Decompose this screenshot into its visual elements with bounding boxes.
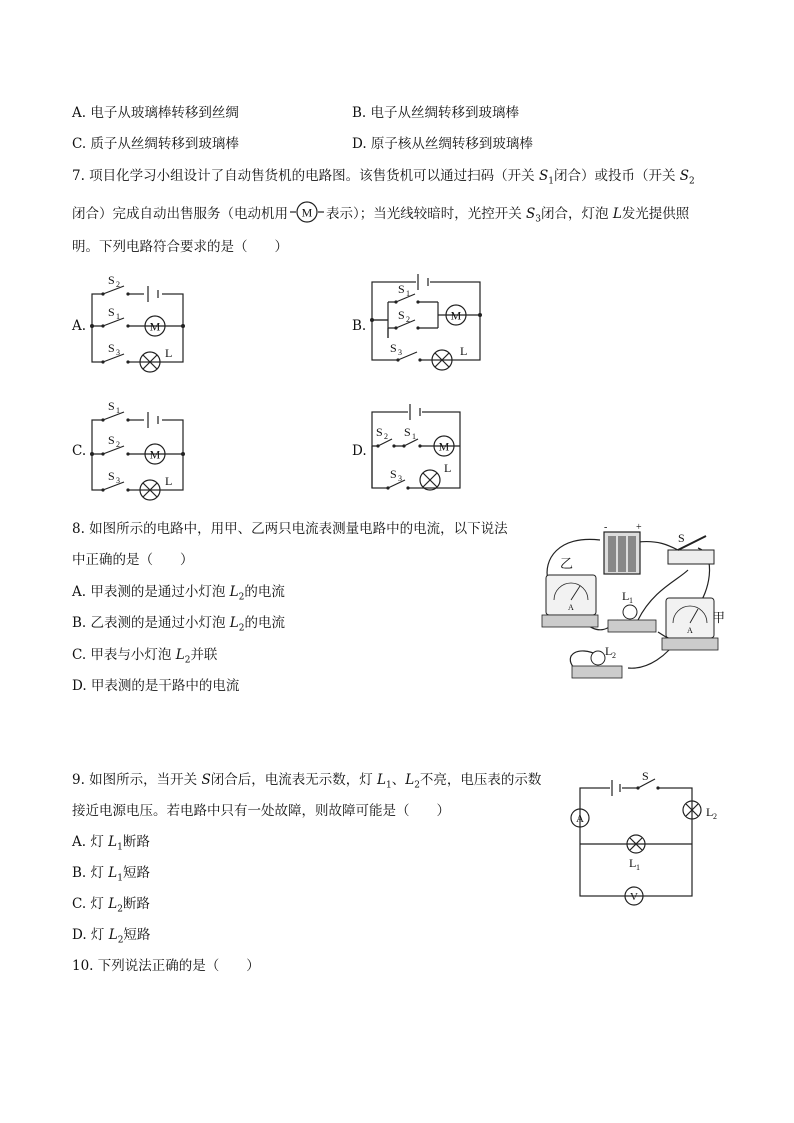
svg-text:S: S [678, 531, 685, 545]
svg-text:L: L [605, 644, 613, 658]
svg-text:M: M [149, 319, 161, 334]
q8-circuit-photo [538, 520, 728, 685]
svg-text:M: M [149, 447, 161, 462]
q7-circuit-a-diagram [88, 270, 198, 380]
svg-text:M: M [301, 205, 313, 220]
svg-text:S: S [390, 341, 397, 355]
svg-text:L: L [706, 805, 714, 819]
q9-option-a: A. 灯 $L_1$断路 [72, 834, 150, 853]
svg-text:1: 1 [636, 863, 640, 872]
svg-text:S: S [108, 433, 115, 447]
svg-text:乙: 乙 [560, 556, 574, 571]
svg-text:1: 1 [406, 289, 410, 298]
svg-text:S: S [108, 399, 115, 413]
q8-option-b: B. 乙表测的是通过小灯泡 $L_2$的电流 [72, 615, 285, 634]
svg-text:2: 2 [406, 315, 410, 324]
q9-option-d: D. 灯 $L_2$短路 [72, 927, 151, 946]
svg-text:2: 2 [116, 440, 120, 449]
q6-option-a: A. 电子从玻璃棒转移到丝绸 [72, 105, 239, 121]
svg-text:S: S [398, 308, 405, 322]
svg-text:L: L [629, 856, 637, 870]
q6-option-c: C. 质子从丝绸转移到玻璃棒 [72, 136, 239, 152]
svg-text:A: A [568, 603, 574, 612]
svg-text:1: 1 [412, 432, 416, 441]
q7-option-b-label: B. [352, 318, 367, 334]
svg-text:V: V [630, 891, 638, 903]
q7-option-d-label: D. [352, 443, 367, 459]
svg-text:3: 3 [116, 476, 120, 485]
svg-text:S: S [404, 425, 411, 439]
svg-text:L: L [165, 474, 173, 488]
q9-circuit-diagram [566, 766, 726, 916]
svg-text:3: 3 [398, 474, 402, 483]
svg-text:S: S [108, 341, 115, 355]
q7-stem-line2: 闭合）完成自动出售服务（电动机用 M 表示）；当光线较暗时，光控开关 $S_3$闭合，灯泡 L发光提供照 [72, 201, 689, 229]
q8-stem-line1: 8. 如图所示的电路中，用甲、乙两只电流表测量电路中的电流，以下说法 [72, 521, 508, 537]
svg-text:2: 2 [612, 651, 616, 660]
q7-stem-line3: 明。下列电路符合要求的是（ ） [72, 239, 288, 255]
svg-text:A: A [687, 626, 693, 635]
q7-circuit-b-diagram [368, 270, 488, 380]
svg-text:S: S [108, 305, 115, 319]
q7-option-a-label: A. [72, 318, 87, 334]
q9-stem-line1: 9. 如图所示，当开关 S闭合后，电流表无示数，灯 $L_1$、$L_2$不亮，电压表的示数 [72, 772, 542, 791]
svg-text:甲: 甲 [712, 610, 726, 625]
q7-circuit-c-diagram [88, 396, 198, 506]
svg-text:1: 1 [116, 406, 120, 415]
svg-text:2: 2 [116, 280, 120, 289]
svg-text:M: M [438, 439, 450, 454]
svg-text:A: A [576, 813, 584, 825]
svg-text:S: S [642, 769, 649, 783]
q8-option-d: D. 甲表测的是干路中的电流 [72, 678, 240, 694]
q9-stem-line2: 接近电源电压。若电路中只有一处故障，则故障可能是（ ） [72, 803, 450, 819]
svg-text:S: S [376, 425, 383, 439]
svg-text:+: + [636, 522, 642, 533]
q8-option-a: A. 甲表测的是通过小灯泡 $L_2$的电流 [72, 584, 285, 603]
q7-option-c-label: C. [72, 443, 87, 459]
svg-text:S: S [390, 467, 397, 481]
svg-text:S: S [108, 273, 115, 287]
q9-option-c: C. 灯 $L_2$断路 [72, 896, 150, 915]
svg-text:2: 2 [713, 812, 717, 821]
q10-stem: 10. 下列说法正确的是（ ） [72, 958, 260, 974]
svg-text:L: L [444, 461, 452, 475]
svg-text:L: L [460, 344, 468, 358]
q8-stem-line2: 中正确的是（ ） [72, 552, 194, 568]
q7-stem-line1: 7. 项目化学习小组设计了自动售货机的电路图。该售货机可以通过扫码（开关 $S_1$闭合）或投币（开关 $S_2$ [72, 168, 695, 187]
svg-text:L: L [165, 346, 173, 360]
svg-text:2: 2 [384, 432, 388, 441]
svg-text:3: 3 [116, 348, 120, 357]
svg-text:1: 1 [629, 596, 633, 605]
q9-option-b: B. 灯 $L_1$短路 [72, 865, 150, 884]
svg-text:M: M [450, 308, 462, 323]
svg-text:S: S [108, 469, 115, 483]
q8-option-c: C. 甲表与小灯泡 $L_2$并联 [72, 647, 218, 666]
q6-option-b: B. 电子从丝绸转移到玻璃棒 [352, 105, 520, 121]
svg-text:S: S [398, 282, 405, 296]
svg-text:-: - [604, 522, 608, 533]
svg-text:1: 1 [116, 312, 120, 321]
q6-option-d: D. 原子核从丝绸转移到玻璃棒 [352, 136, 533, 152]
q7-circuit-d-diagram [368, 400, 478, 500]
svg-text:L: L [622, 589, 630, 603]
svg-text:3: 3 [398, 348, 402, 357]
motor-symbol-icon [290, 201, 324, 228]
